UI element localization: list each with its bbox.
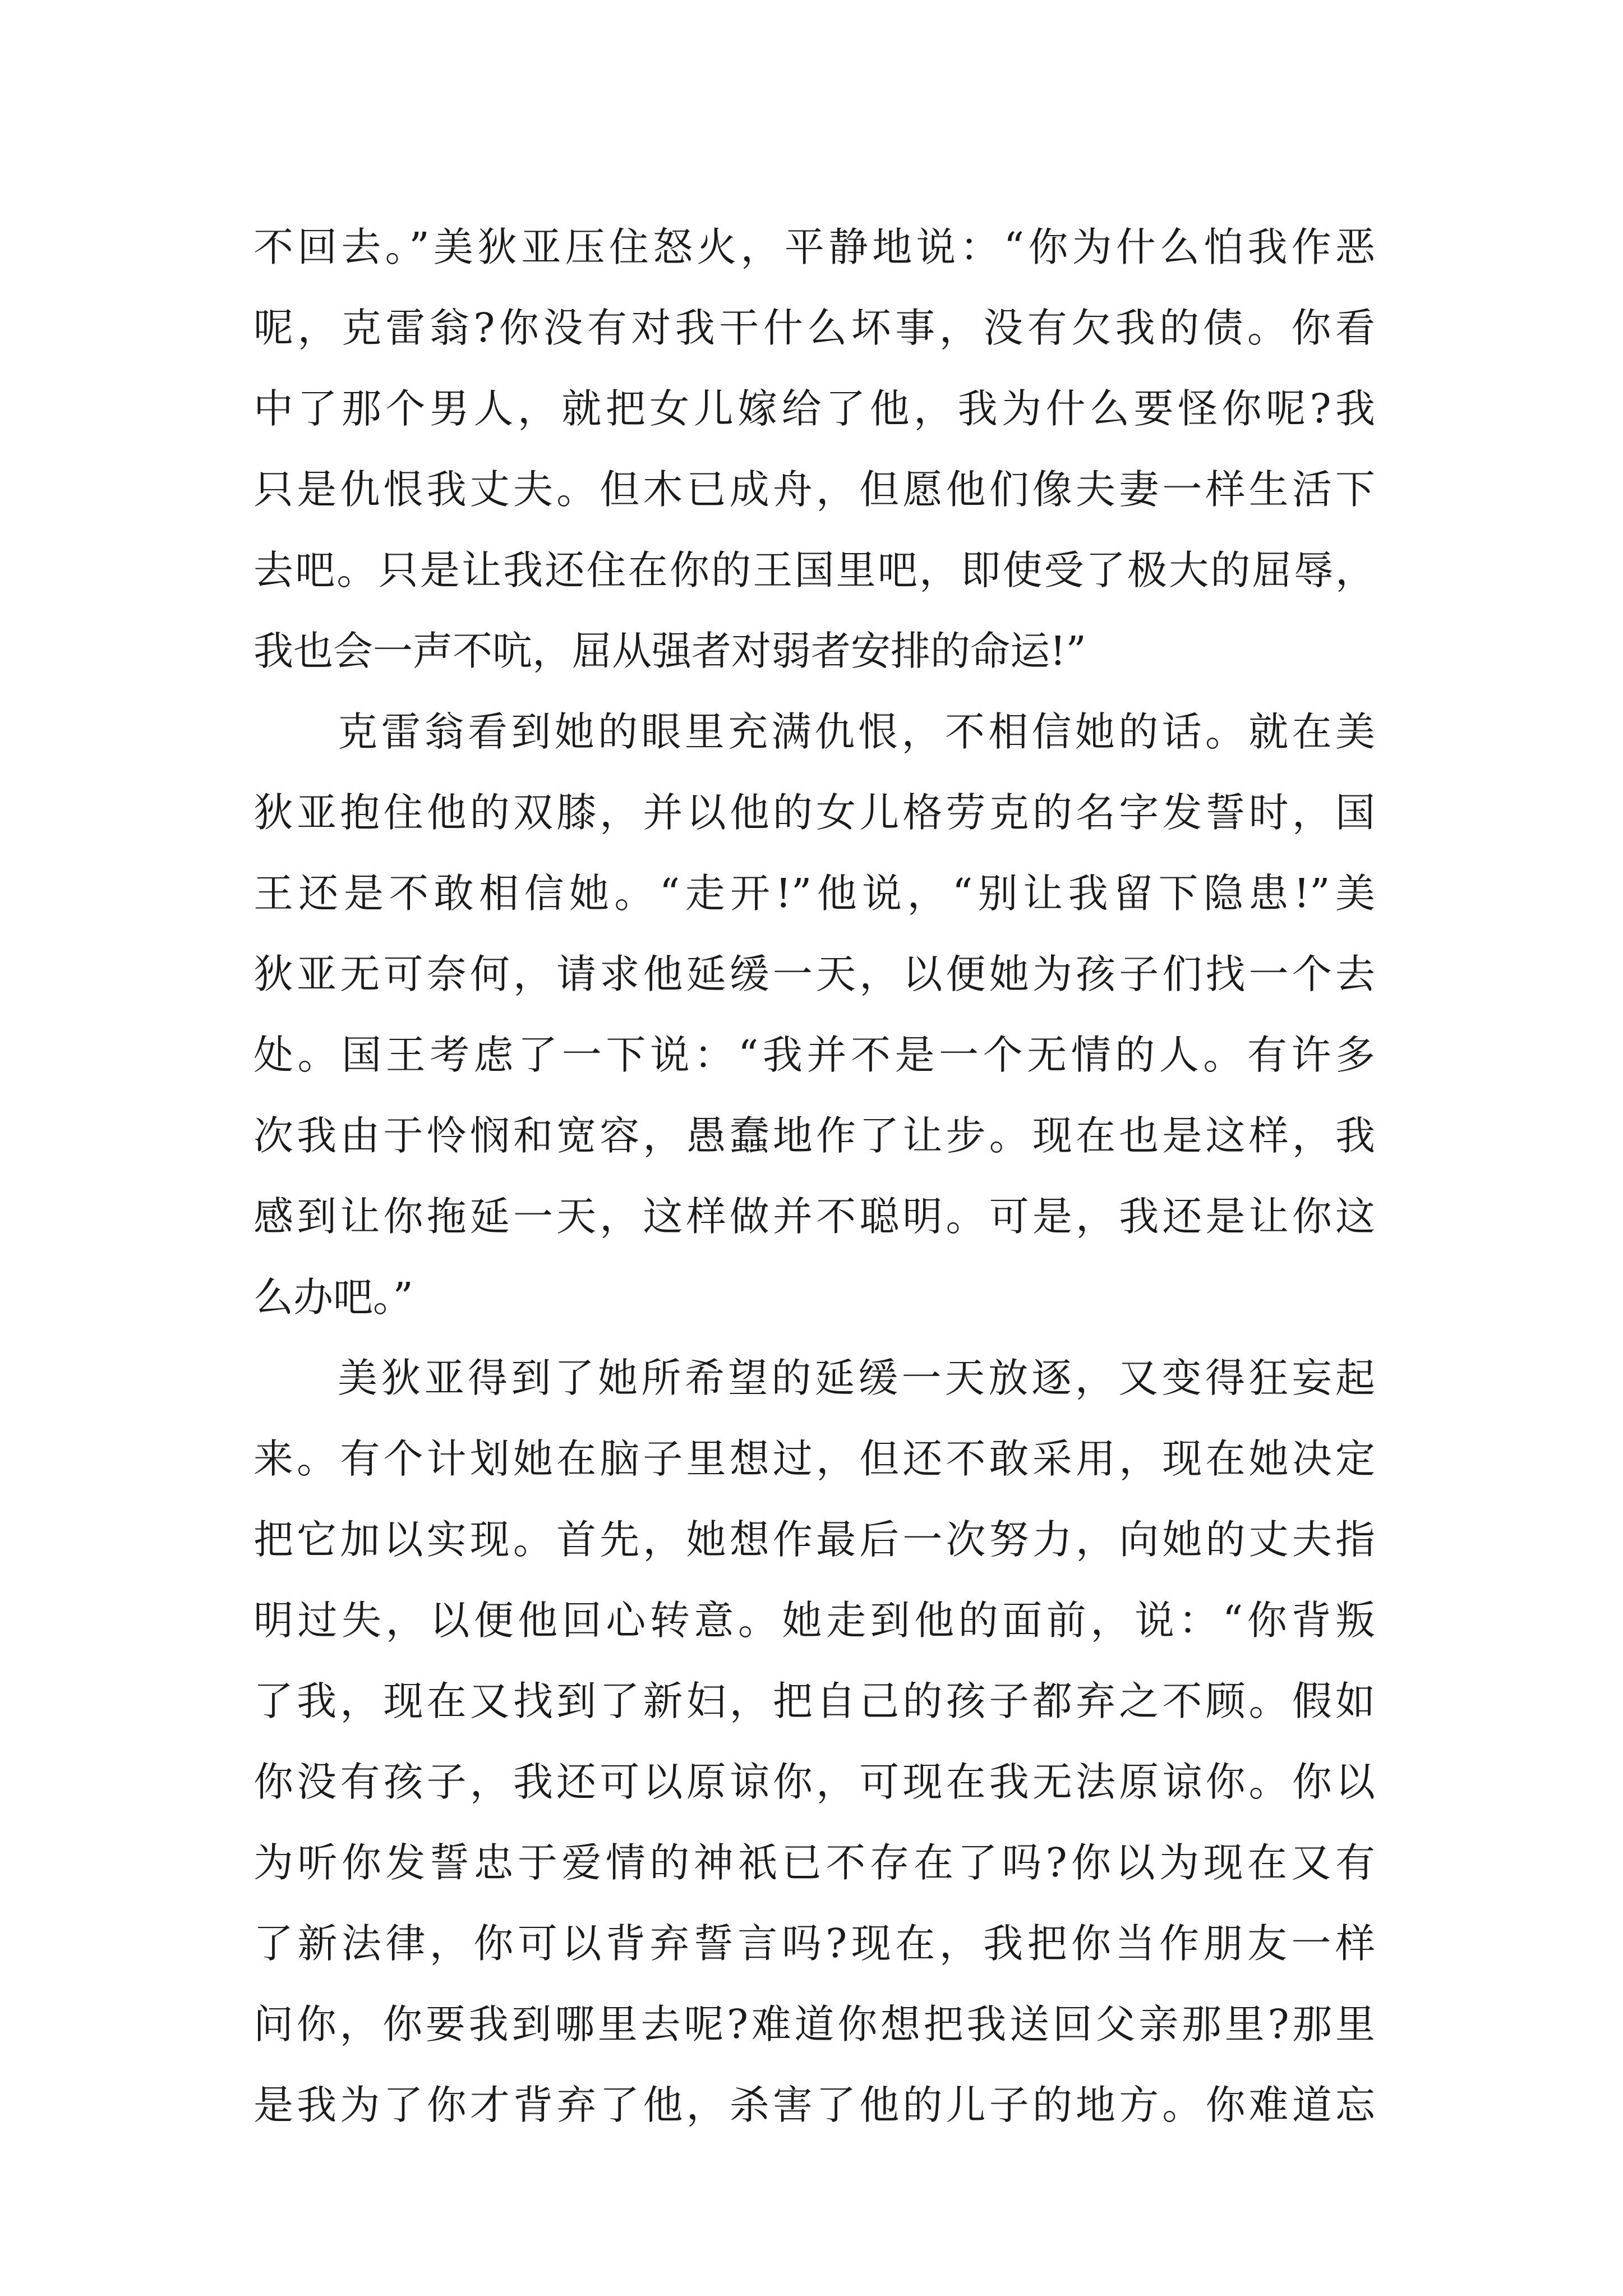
text-line: 问你，你要我到哪里去呢?难道你想把我送回父亲那里?那里 [253,2001,1375,2047]
text-line: 狄亚抱住他的双膝，并以他的女儿格劳克的名字发誓时，国 [253,789,1375,836]
paragraph-start-line: 美狄亚得到了她所希望的延缓一天放逐，又变得狂妄起 [338,1355,1375,1401]
text-line: 处。国王考虑了一下说：“我并不是一个无情的人。有许多 [253,1032,1375,1078]
text-line: 中了那个男人，就把女儿嫁给了他，我为什么要怪你呢?我 [253,385,1375,432]
text-line: 明过失，以便他回心转意。她走到他的面前，说：“你背叛 [253,1597,1375,1644]
text-line: 为听你发誓忠于爱情的神祇已不存在了吗?你以为现在又有 [253,1839,1375,1886]
text-line: 你没有孩子，我还可以原谅你，可现在我无法原谅你。你以 [253,1759,1375,1805]
text-line: 只是仇恨我丈夫。但木已成舟，但愿他们像夫妻一样生活下 [253,466,1375,513]
body-text [253,207,1375,2146]
text-line: 是我为了你才背弃了他，杀害了他的儿子的地方。你难道忘 [253,2082,1375,2128]
text-line: 王还是不敢相信她。“走开!”他说，“别让我留下隐患!”美 [253,870,1375,917]
text-line: 来。有个计划她在脑子里想过，但还不敢采用，现在她决定 [253,1435,1375,1482]
paragraph-start-line: 克雷翁看到她的眼里充满仇恨，不相信她的话。就在美 [338,708,1375,755]
text-line: 了我，现在又找到了新妇，把自己的孩子都弃之不顾。假如 [253,1678,1375,1724]
text-line: 去吧。只是让我还住在你的王国里吧，即使受了极大的屈辱， [253,547,1375,593]
text-line: 我也会一声不吭，屈从强者对弱者安排的命运!” [253,628,1086,674]
text-line: 不回去。”美狄亚压住怒火，平静地说：“你为什么怕我作恶 [253,224,1375,270]
text-line: 把它加以实现。首先，她想作最后一次努力，向她的丈夫指 [253,1516,1375,1563]
text-line: 呢，克雷翁?你没有对我干什么坏事，没有欠我的债。你看 [253,305,1375,351]
text-line: 么办吧。” [253,1274,413,1320]
text-line: 狄亚无可奈何，请求他延缓一天，以便她为孩子们找一个去 [253,951,1375,997]
text-line: 了新法律，你可以背弃誓言吗?现在，我把你当作朋友一样 [253,1920,1375,1967]
text-line: 次我由于怜悯和宽容，愚蠢地作了让步。现在也是这样，我 [253,1112,1375,1159]
text-line: 感到让你拖延一天，这样做并不聪明。可是，我还是让你这 [253,1193,1375,1240]
